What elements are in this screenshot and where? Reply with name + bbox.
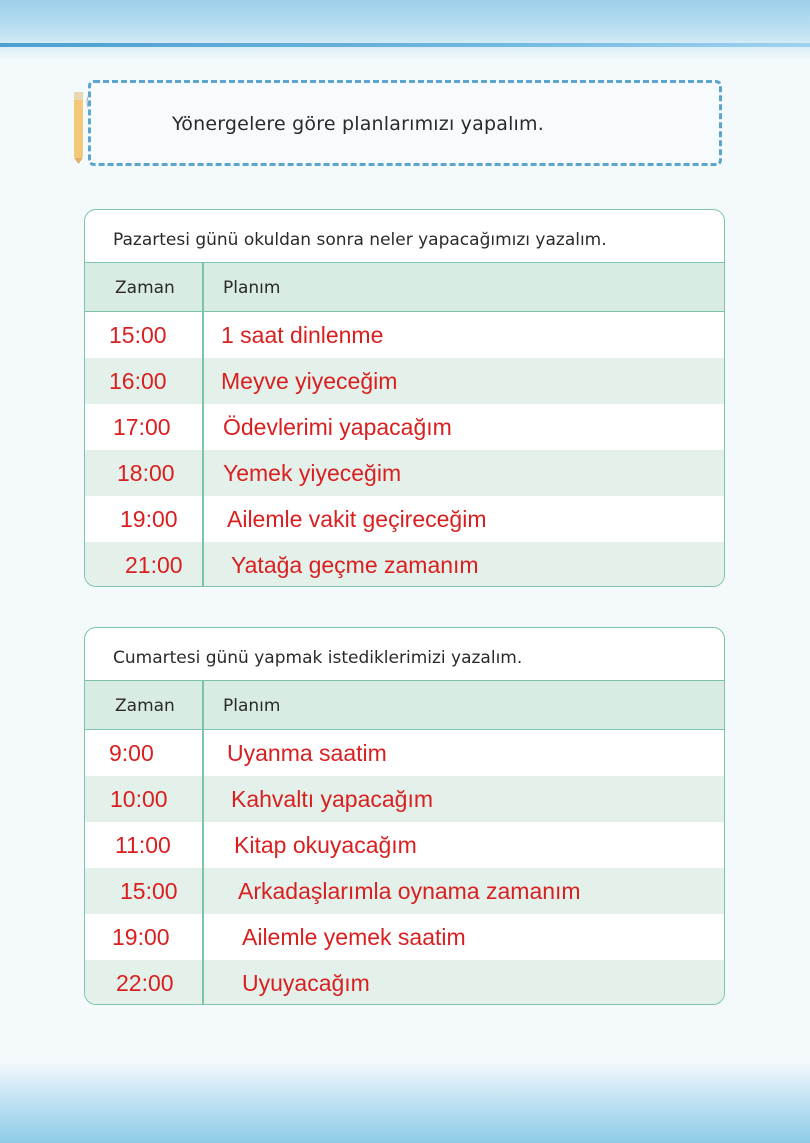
plan-cell: Meyve yiyeceğim [221,368,398,394]
plan-cell: Arkadaşlarımla oynama zamanım [238,878,581,904]
bottom-decorative-band [0,1062,810,1143]
column-divider [202,680,204,1004]
table-row [85,822,724,868]
table-row [85,960,724,1005]
table-row [85,542,724,587]
table-row [85,312,724,358]
plan-cell: Ailemle vakit geçireceğim [227,506,487,532]
plan-cell: Yatağa geçme zamanım [231,552,479,578]
plan-cell: Yemek yiyeceğim [223,460,402,486]
saturday-plan-table [84,627,725,1005]
table-row [85,450,724,496]
table-title: Cumartesi günü yapmak istediklerimizi yazalım. [113,648,523,668]
header-plan: Planım [223,696,281,716]
header-time: Zaman [115,696,175,716]
time-cell: 19:00 [112,924,170,950]
table-header-row [85,680,724,730]
table-row [85,358,724,404]
table-row [85,776,724,822]
table-row [85,868,724,914]
time-cell: 18:00 [117,460,175,486]
table-row [85,914,724,960]
table-row [85,496,724,542]
time-cell: 10:00 [110,786,168,812]
column-divider [202,262,204,586]
time-cell: 16:00 [109,368,167,394]
plan-cell: Uyanma saatim [227,740,387,766]
time-cell: 9:00 [109,740,154,766]
header-time: Zaman [115,278,175,298]
time-cell: 11:00 [115,832,171,858]
plan-cell: Ödevlerimi yapacağım [223,414,452,440]
top-decorative-band [0,0,810,60]
monday-plan-table [84,209,725,587]
time-cell: 19:00 [120,506,178,532]
table-header-row [85,262,724,312]
table-row [85,404,724,450]
time-cell: 21:00 [125,552,183,578]
top-accent-line [0,43,810,47]
plan-cell: Kitap okuyacağım [234,832,417,858]
table-row [85,730,724,776]
time-cell: 22:00 [116,970,174,996]
plan-cell: Uyuyacağım [242,970,370,996]
table-title: Pazartesi günü okuldan sonra neler yapacağımızı yazalım. [113,230,607,250]
time-cell: 17:00 [113,414,171,440]
header-plan: Planım [223,278,281,298]
plan-cell: Kahvaltı yapacağım [231,786,434,812]
plan-cell: 1 saat dinlenme [221,322,384,348]
plan-cell: Ailemle yemek saatim [242,924,466,950]
time-cell: 15:00 [109,322,167,348]
time-cell: 15:00 [120,878,178,904]
instruction-text: Yönergelere göre planlarımızı yapalım. [172,113,544,135]
